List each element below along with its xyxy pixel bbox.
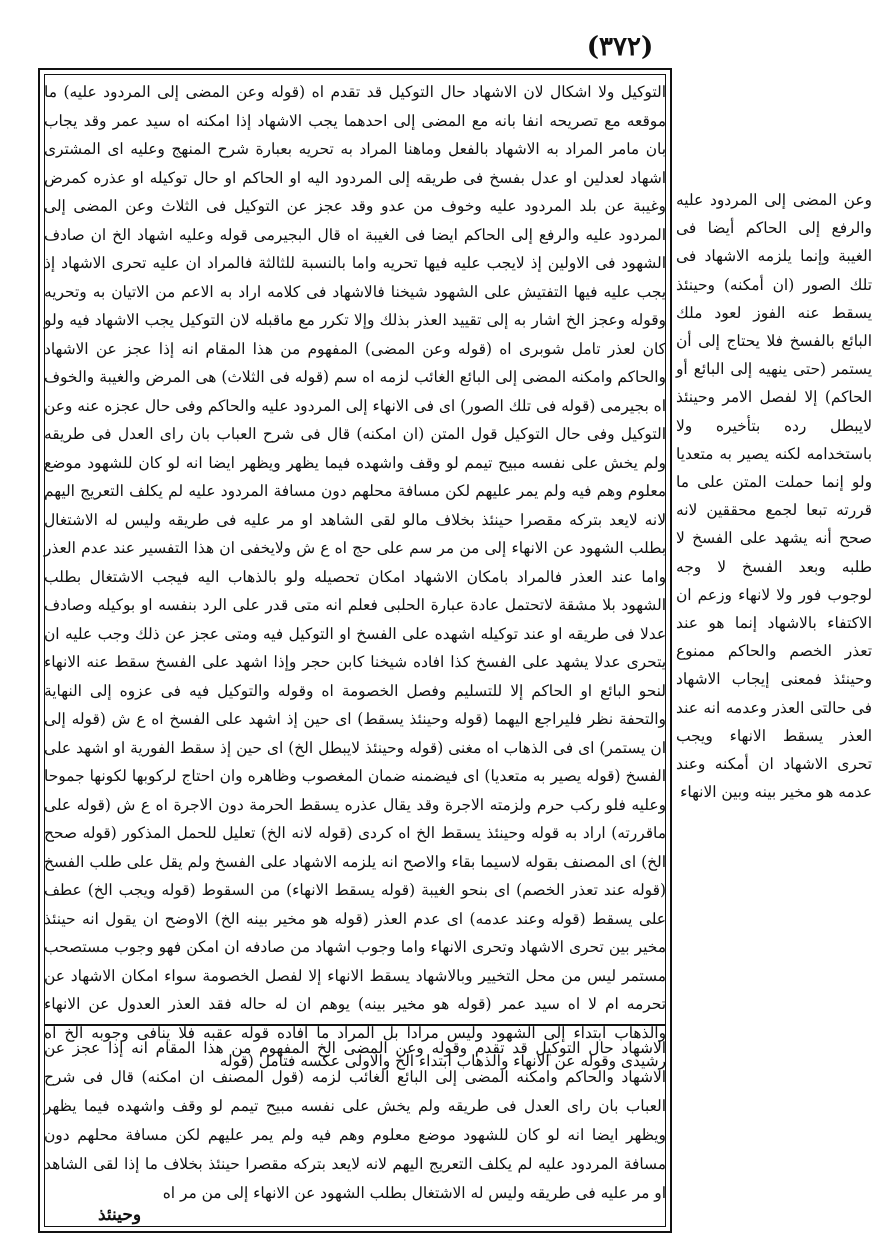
main-commentary-text: التوكيل ولا اشكال لان الاشهاد حال التوكيل قد تقدم اه (قوله وعن المضى إلى المردود عليه) ما موقعه مع تصريحه انفا بانه مع المضى إلى احدهما يجب الاشهاد إذا امكنه اه سيد عمر وقد يجاب بان مامر المراد به الاشهاد بالفعل وماهنا المراد به تحريه بعبارة شرح المنهج وعليه اى المشترى اشهاد لعدلين او عدل بفسخ فى طريقه إلى المردود اليه او الحاكم او حال توكيله او عذره كمرض وغيبة عن بلد المردود عليه وخوف من عدو وقد عجز عن التوكيل فى الثلاث وعن المضى إلى المردود عليه والرفع إلى الحاكم ايضا فى الغيبة اه قال البجيرمى قوله وعليه اشهاد الخ ان صادف الشهود فى الاولين إذ لايجب عليه فيها تحريه واما بالنسبة للثالثة فالمراد ان عليه تحرى الاشهاد إذ يجب عليه فيها التفتيش على الشهود شيخنا فالاشهاد فى كلامه اراد به الاعم من الاتيان به وتحريه وقوله وعجز الخ اشار به إلى تقييد العذر بذلك وإلا تكرر مع ماقبله لان التوكيل يجب الاشهاد فيه ولو كان لعذر تامل شوبرى اه (قوله وعن المضى) المفهوم من هذا المقام انه إذا عجز عن الاشهاد والحاكم وامكنه المضى إلى البائع الغائب لزمه اه سم (قوله فى الثلاث) هى المرض والغيبة والخوف اه بجيرمى (قوله فى تلك الصور) اى فى الانهاء إلى المردود عليه والحاكم وفى حال عجزه عنه وعن التوكيل وفى حال التوكيل قول المتن (ان امكنه) قال فى شرح العباب بان راى العدل فى طريقه ولم يخش على نفسه مبيح تيمم لو وقف واشهده فيما يظهر ويظهر ايضا انه لو كان للشهود موضع معلوم وهم فيه ولم يمر عليهم لكن مسافة محلهم دون مسافة المردود عليه لم يكلف التعريج اليهم لانه لايعد بتركه مقصرا حينئذ بخلاف مالو لقى الشاهد او مر عليه فى طريقه وليس له الاشتغال بطلب الشهود عن الانهاء إلى من مر سم على حج اه ع ش ولايخفى ان هذا التفسير عند عدم العذر واما عند العذر فالمراد بامكان الاشهاد امكان تحصيله ولو بالذهاب اليه فيجب الاشتغال بطلب الشهود بلا مشقة لاتحتمل عادة عبارة الحلبى فعلم انه متى قدر على الرد بنفسه او بوكيله وصادف عدلا فى طريقه او عند توكيله اشهده على الفسخ او التوكيل فيه ومتى عجز عن ذلك وجب عليه ان يتحرى عدلا يشهد على الفسخ كذا افاده شيخنا كابن حجر وإذا اشهد على الفسخ سقط عنه الانهاء لنحو البائع او الحاكم إلا للتسليم وفصل الخصومة اه وقوله والتوكيل فيه فى عزوه إلى النهاية والتحفة نظر فليراجع اليهما (قوله وحينئذ يسقط) اى حين إذ اشهد على الفسخ اه ع ش (قوله إلى ان يستمر) اى فى الذهاب اه مغنى (قوله وحينئذ لايبطل الخ) اى حين إذ سقط الفورية او اشهد على الفسخ (قوله يصير به متعديا) اى فيضمنه ضمان المغصوب وظاهره وان احتاج لركوبها لكونها جموحا وعليه فلو ركب حرم ولزمته الاجرة وقد يقال عذره يسقط الحرمة دون الاجرة اه ع ش (قوله على ماقررته) اراد به قوله وحينئذ يسقط الخ اه كردى (قوله لانه الخ) تعليل للحمل المذكور (قوله صحح الخ) اى المصنف بقوله لاسيما بقاء والاصح انه يلزمه الاشهاد على الفسخ ولم يقل على طلب الفسخ (قوله عند تعذر الخصم) اى بنحو الغيبة (قوله يسقط الانهاء) من السقوط (قوله ويجب الخ) عطف على يسقط (قوله وعند عدمه) اى عدم العذر (قوله هو مخير بينه الخ) الاوضح ان يقول انه حينئذ مخير بين تحرى الاشهاد وتحرى الانهاء واما وجوب اشهاد من صادفه ان امكن فهو وجوب مستصحب مستمر ليس من محل التخيير وبالاشهاد يسقط الانهاء إلا لفصل الخصومة سواء امكان الاشهاد عن تحرمه ام لا اه سيد عمر (قوله هو مخير بينه) يوهم ان له حاله فقد العذر العدول عن الانهاء والذهاب ابتداء إلى الشهود وليس مرادا بل المراد ما افاده قوله عقبه فلا ينافى وجوبه الخ اه رشيدى وقوله عن الانهاء والذهاب ابتداء الخ والاولى عكسه فتامل (قوله xyxy=(44,83,666,1070)
section-divider xyxy=(44,1024,666,1026)
catchword: وحينئذ xyxy=(98,1205,142,1225)
margin-note-text: وعن المضى إلى المردود عليه والرفع إلى الحاكم أيضا فى الغيبة وإنما يلزمه الاشهاد فى تلك الصور (ان أمكنه) وحينئذ يسقط عنه الفوز لعود ملك البائع بالفسخ فلا يحتاج إلى أن يستمر (حتى ينهيه إلى البائع أو الحاكم) إلا لفصل الامر وحينئذ لايبطل رده بتأخيره ولا باستخدامه لكنه يصير به متعديا ولو إنما حملت المتن على ما قررته تبعا لجمع محققين لانه صحح أنه يشهد على الفسخ لا طلبه وبعد الفسخ لا وجه لوجوب فور ولا لانهاء وزعم ان الاكتفاء بالاشهاد إنما هو عند تعذر الخصم والحاكم ممنوع وحينئذ فمعنى إيجاب الاشهاد فى حالتى العذر وعدمه انه عند العذر يسقط الانهاء ويجب تحرى الاشهاد ان أمكنه وعند عدمه هو مخير بينه وبين الانهاء xyxy=(676,191,872,802)
lower-commentary-text: الاشهاد حال التوكيل قد تقدم وقوله وعن المضى الخ المفهوم من هذا المقام انه إذا عجز عن الاشهاد والحاكم وامكنه المضى إلى البائع الغائب لزمه (قول المصنف ان امكنه) قال فى شرح العباب بان راى العدل فى طريقه ولم يخش على نفسه مبيح تيمم لو وقف واشهده فيما يظهر ويظهر ايضا انه لو كان للشهود موضع معلوم وهم فيه ولم يمر عليهم لكن مسافة محلهم دون مسافة المردود عليه لم يكلف التعريج اليهم لانه لايعد بتركه مقصرا حينئذ بخلاف ما إذا لقى الشاهد او مر عليه فى طريقه وليس له الاشتغال بطلب الشهود عن الانهاء إلى من مر اه xyxy=(44,1039,666,1202)
page-number: (٣٧٢) xyxy=(586,32,654,62)
